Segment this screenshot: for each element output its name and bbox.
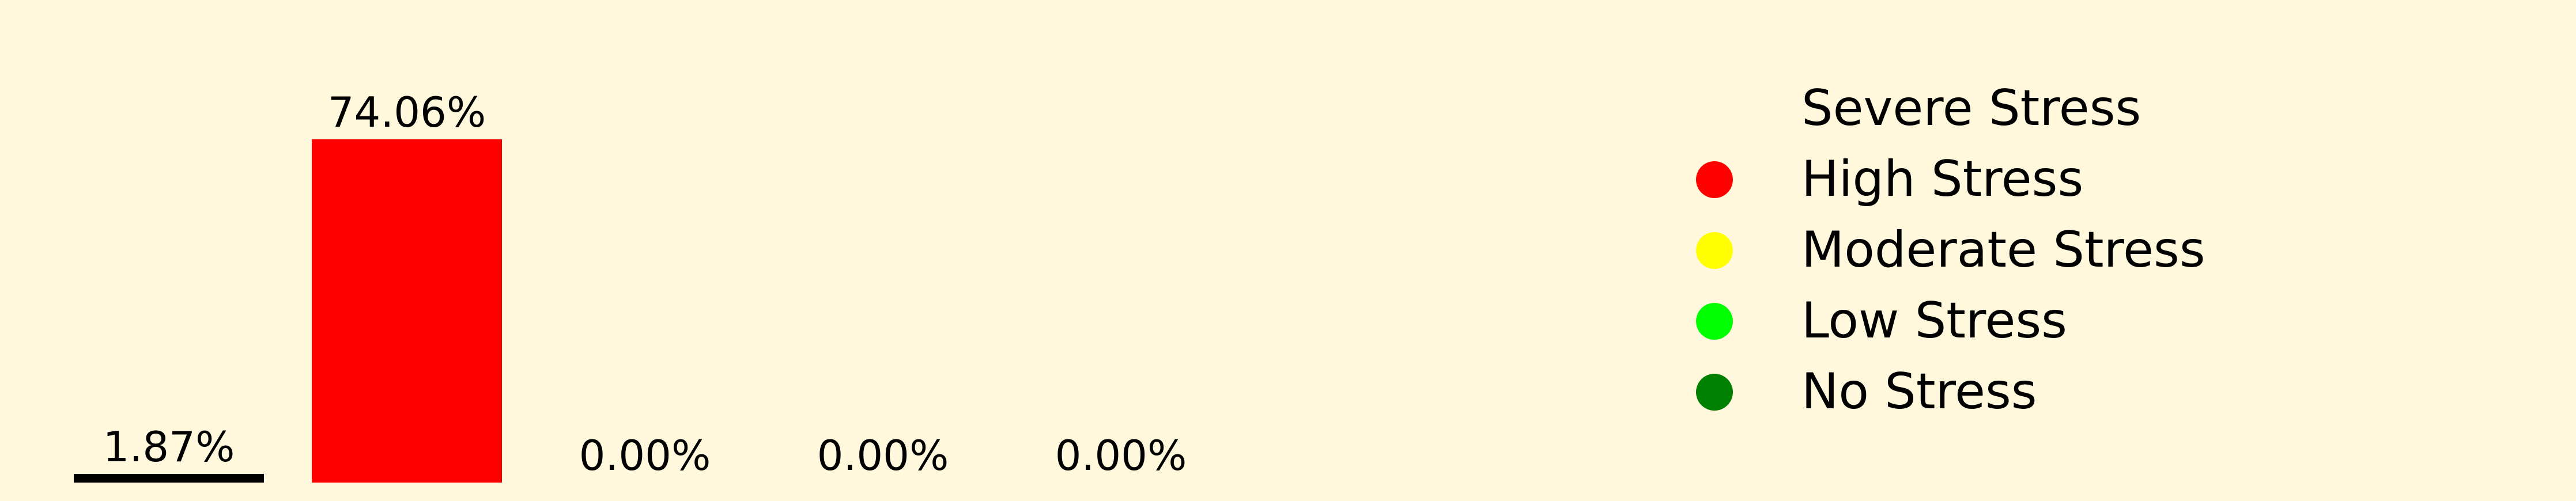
legend-marker-moderate-stress	[1696, 232, 1733, 269]
legend-item-low-stress	[1696, 292, 2067, 350]
legend-marker-no-stress	[1696, 374, 1733, 411]
legend-item-high-stress	[1696, 150, 2083, 208]
legend-label-low-stress: Low Stress	[1801, 292, 2067, 350]
legend-label-no-stress: No Stress	[1801, 363, 2037, 420]
legend-marker-high-stress	[1696, 161, 1733, 198]
legend	[1696, 79, 2205, 420]
legend-label-high-stress: High Stress	[1801, 150, 2084, 208]
bar-label-low-stress: 0.00%	[817, 431, 949, 480]
legend-label-severe-stress: Severe Stress	[1801, 79, 2141, 137]
bar-label-moderate-stress: 0.00%	[579, 431, 711, 480]
bar-high-stress	[312, 139, 502, 483]
bar-labels-group	[103, 88, 1187, 480]
legend-label-moderate-stress: Moderate Stress	[1801, 221, 2205, 279]
bar-severe-stress	[74, 474, 264, 483]
legend-item-severe-stress	[1696, 79, 2141, 137]
bar-label-high-stress: 74.06%	[327, 88, 486, 136]
bar-label-severe-stress: 1.87%	[103, 422, 235, 471]
legend-item-moderate-stress	[1696, 221, 2205, 279]
legend-marker-low-stress	[1696, 303, 1733, 340]
bar-label-no-stress: 0.00%	[1055, 431, 1187, 480]
legend-item-no-stress	[1696, 363, 2037, 420]
